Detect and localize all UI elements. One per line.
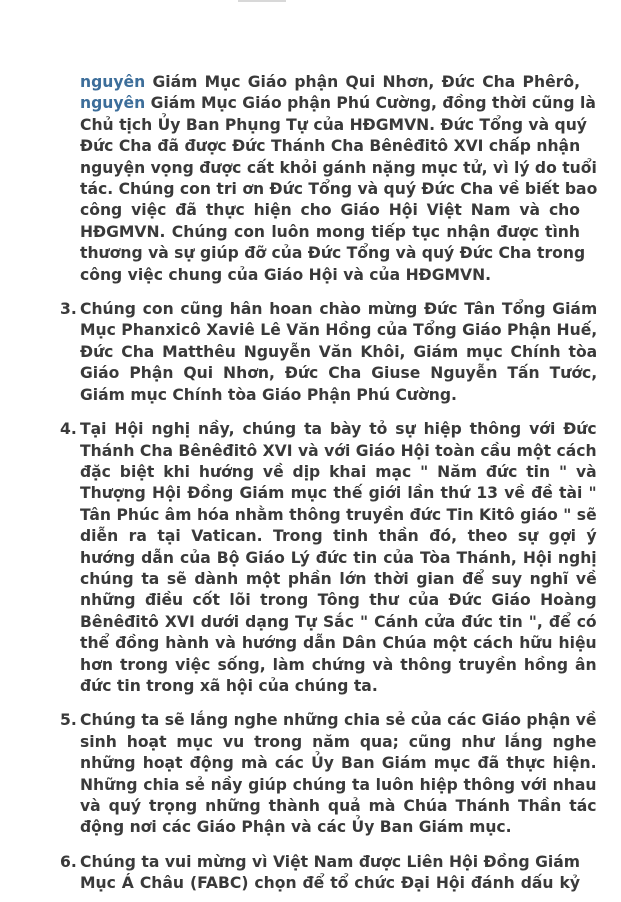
item-line: những điều cốt lõi trong Tông thư của Đức Giáo Hoàng <box>80 591 597 610</box>
item-number: 4. <box>60 420 77 439</box>
item-body <box>80 852 580 895</box>
item-number: 3. <box>60 300 77 319</box>
item-body <box>80 299 597 406</box>
item-line: Chúng con cũng hân hoan chào mừng Đức Tân Tổng Giám <box>80 300 598 319</box>
item-line: Mục Á Châu (FABC) chọn để tổ chức Đại Hội đánh dấu kỷ <box>80 874 580 893</box>
item-line: Những chia sẻ nầy giúp chúng ta luôn hiệp thông với nhau <box>80 775 597 794</box>
item-line: hơn trong việc sống, làm chứng và thông truyền hồng ân <box>80 655 597 674</box>
intro-line: công việc chung của Giáo Hội và của HĐGMVN. <box>80 265 492 284</box>
item-line: Chúng ta vui mừng vì Việt Nam được Liên Hội Đồng Giám <box>80 852 580 871</box>
item-line: đặc biệt khi hướng về dịp khai mạc " Năm đức tin " và <box>80 462 597 481</box>
item-line: Thánh Cha Bênêđitô XVI và với Giáo Hội toàn cầu một cách <box>80 441 597 460</box>
item-line: hướng dẫn của Bộ Giáo Lý đức tin của Tòa Thánh, Hội nghị <box>80 548 597 567</box>
intro-line: tác. Chúng con tri ơn Đức Tổng và quý Đức Cha về biết bao <box>80 180 598 199</box>
list-item-4 <box>60 419 597 697</box>
item-line: Giám mục Chính tòa Giáo Phận Phú Cường. <box>80 385 457 404</box>
scan-top-mark <box>238 0 286 2</box>
intro-line: nguyên Giám Mục Giáo phận Qui Nhơn, Đức Cha Phêrô, <box>80 73 580 91</box>
item-line: Đức Cha Matthêu Nguyễn Văn Khôi, Giám mục Chính tòa <box>80 342 598 361</box>
item-line: Tân Phúc âm hóa nhằm thông truyền đức Tin Kitô giáo " sẽ <box>80 505 597 524</box>
item-line: và quý trọng những thành quả mà Chúa Thánh Thần tác <box>80 797 597 815</box>
item-number: 5. <box>60 711 77 730</box>
intro-line: HĐGMVN. Chúng con luôn mong tiếp tục nhận được tình <box>80 222 580 241</box>
intro-line: thương và sự giúp đỡ của Đức Tổng và quý Đức Cha trong <box>80 244 586 263</box>
item-line: Thượng Hội Đồng Giám mục thế giới lần thứ 13 về đề tài " <box>80 484 597 503</box>
item-line: những hoạt động mà các Ủy Ban Giám mục đã thực hiện. <box>80 754 597 773</box>
item-line: chúng ta sẽ dành một phần lớn thời gian để suy nghĩ về <box>80 569 597 588</box>
intro-line: Đức Cha đã được Đức Thánh Cha Bênêđitô XVI chấp nhận <box>80 137 581 156</box>
item-line: sinh hoạt mục vu trong năm qua; cũng như lắng nghe <box>80 732 597 751</box>
intro-paragraph <box>60 72 598 286</box>
item-line: thể đồng hành và hướng dẫn Dân Chúa một cách hữu hiệu <box>80 634 597 653</box>
item-body <box>80 419 597 697</box>
item-line: Mục Phanxicô Xaviê Lê Văn Hồng của Tổng Giáo Phận Huế, <box>80 321 598 340</box>
item-line: Chúng ta sẽ lắng nghe những chia sẻ của các Giáo phận về <box>80 711 597 730</box>
intro-line: Chủ tịch Ủy Ban Phụng Tự của HĐGMVN. Đức Tổng và quý <box>80 115 587 134</box>
intro-line: nguyên Giám Mục Giáo phận Phú Cường, đồng thời cũng là <box>80 94 596 113</box>
highlighted-word: nguyên <box>80 73 146 91</box>
item-number: 6. <box>60 852 77 871</box>
intro-line: nguyện vọng được cất khỏi gánh nặng mục tử, vì lý do tuổi <box>80 158 597 177</box>
item-body <box>80 710 597 838</box>
intro-line: công việc đã thực hiện cho Giáo Hội Việt Nam và cho <box>80 201 580 220</box>
highlighted-word: nguyên <box>80 94 146 113</box>
item-line: Tại Hội nghị nầy, chúng ta bày tỏ sự hiệp thông với Đức <box>80 420 597 439</box>
list-item-5 <box>60 710 597 838</box>
document-page <box>60 72 598 895</box>
item-line: diễn ra tại Vatican. Trong tinh thần đó, theo sự gợi ý <box>80 527 597 546</box>
item-line: Bênêđitô XVI dưới dạng Tự Sắc " Cánh cửa đức tin ", để có <box>80 612 597 631</box>
item-line: động nơi các Giáo Phận và các Ủy Ban Giám mục. <box>80 818 512 837</box>
item-line: đức tin trong xã hội của chúng ta. <box>80 676 378 695</box>
item-line: Giáo Phận Qui Nhơn, Đức Cha Giuse Nguyễn Tấn Tước, <box>80 364 598 383</box>
list-item-3 <box>60 299 598 406</box>
list-item-6 <box>60 852 580 895</box>
